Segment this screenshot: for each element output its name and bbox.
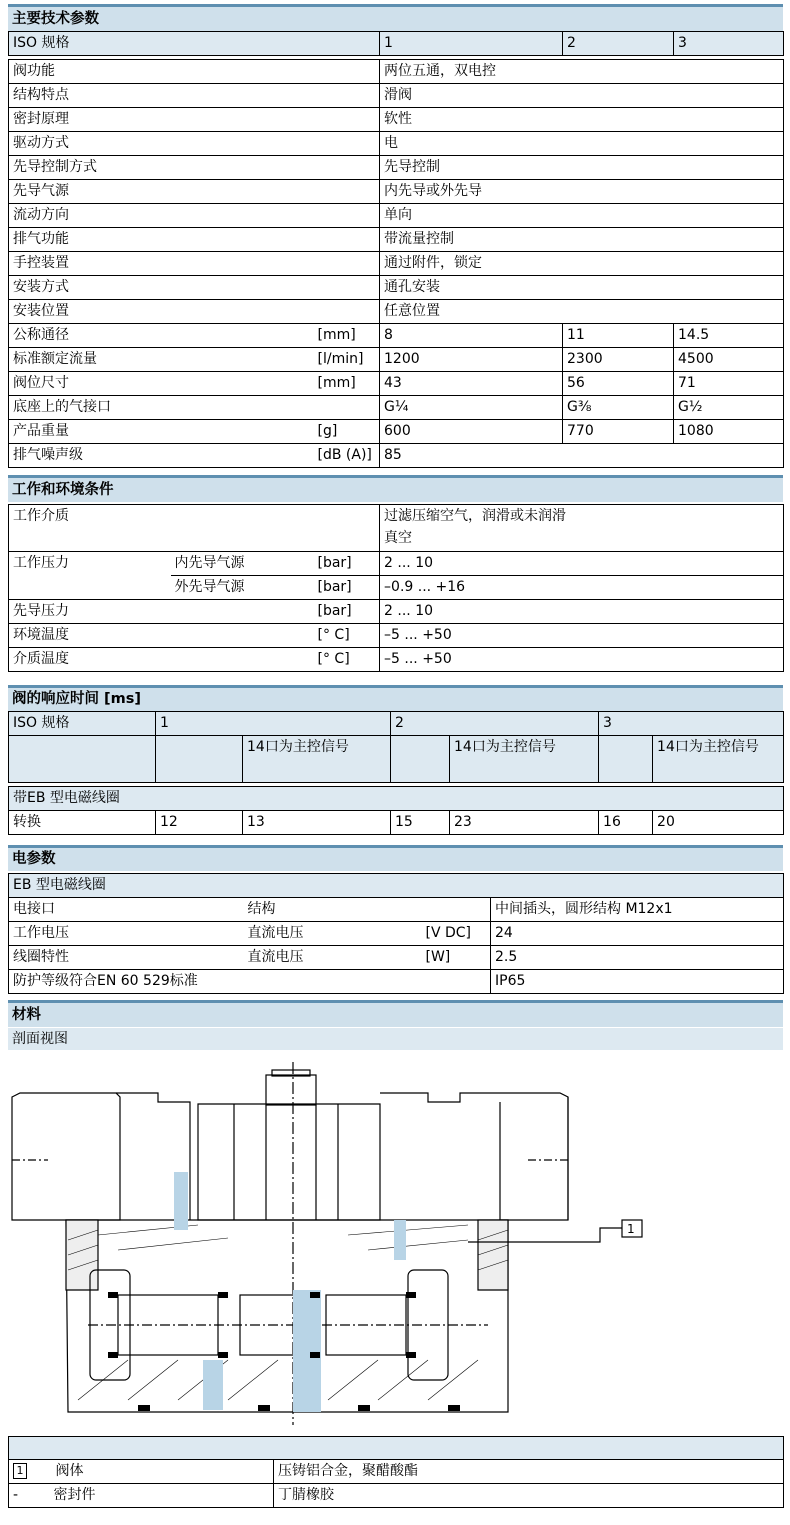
row-label: 流动方向 [9,204,380,228]
row-value-1: 8 [380,324,563,348]
material-part-2 [9,1484,274,1508]
table-row [9,811,784,835]
row-value: 单向 [380,204,784,228]
material-value-1: 压铸铝合金，聚醋酸酯 [274,1460,784,1484]
table-row [9,300,784,324]
table-row [9,420,784,444]
table-row [9,60,784,84]
header-label: ISO 规格 [9,32,380,56]
coil-row: 带EB 型电磁线圈 [9,787,784,811]
table-header-row [9,712,784,736]
row-value-2: 770 [563,420,674,444]
pressure-unit-1: [bar] [314,552,380,576]
table-row [9,372,784,396]
section-electrical-title: 电参数 [8,845,783,871]
table-row [9,922,784,946]
row-label: 驱动方式 [9,132,380,156]
table-row [9,276,784,300]
switch-3a: 16 [599,811,653,835]
row-value-3: 14.5 [674,324,784,348]
row-label: 公称通径 [9,324,314,348]
elec-label: 线圈特性 [9,946,244,970]
materials-table [8,1436,784,1508]
left-solenoid [12,1093,120,1220]
row-unit: [dB (A)] [314,444,380,468]
table-row [9,648,784,672]
row-label: 密封原理 [9,108,380,132]
callout-label: 1 [627,1222,635,1236]
row-value-3: 1080 [674,420,784,444]
ambient-value: –5 ... +50 [380,624,784,648]
protection-value: IP65 [491,970,784,994]
table-row [9,946,784,970]
row-label: 阀功能 [9,60,380,84]
table-row [9,505,784,552]
row-label: 结构特点 [9,84,380,108]
elec-value: 中间插头，圆形结构 M12x1 [491,898,784,922]
table-row [9,108,784,132]
table-header-row [9,32,784,56]
row-label: 阀位尺寸 [9,372,314,396]
response-header-label: ISO 规格 [9,712,156,736]
material-value-2: 丁腈橡胶 [274,1484,784,1508]
table-row [9,970,784,994]
medium-label: 工作介质 [9,505,380,552]
electrical-table [8,873,784,994]
table-row [9,156,784,180]
table-row [9,787,784,811]
row-label: 先导控制方式 [9,156,380,180]
row-value: 任意位置 [380,300,784,324]
section-materials-title: 材料 [8,1000,783,1027]
header-size-1: 1 [380,32,563,56]
table-row [9,204,784,228]
env-table [8,504,784,672]
row-value: 两位五通，双电控 [380,60,784,84]
switch-2a: 15 [391,811,450,835]
pressure-value-1: 2 ... 10 [380,552,784,576]
row-value: 先导控制 [380,156,784,180]
sub-header-2: 14口为主控信号 [450,736,599,783]
table-row [9,624,784,648]
medium-temp-value: –5 ... +50 [380,648,784,672]
elec-label: 电接口 [9,898,244,922]
row-label: 安装位置 [9,300,380,324]
elec-sub: 直流电压 [244,946,422,970]
table-row [9,84,784,108]
row-value: 电 [380,132,784,156]
row-value-2: 56 [563,372,674,396]
row-label: 先导气源 [9,180,380,204]
pressure-sub-1: 内先导气源 [171,552,314,576]
pressure-value-2: –0.9 ... +16 [380,576,784,600]
header-size-2: 2 [563,32,674,56]
row-unit: [g] [314,420,380,444]
table-row [9,552,784,576]
elec-label: 工作电压 [9,922,244,946]
response-table [8,711,784,835]
table-row [9,324,784,348]
row-label: 产品重量 [9,420,314,444]
switch-1a: 12 [156,811,243,835]
section-env-title: 工作和环境条件 [8,475,783,502]
row-value-2: G⅜ [563,396,674,420]
elec-value: 2.5 [491,946,784,970]
row-unit: [mm] [314,324,380,348]
medium-value-2: 真空 [384,530,413,546]
row-value-2: 11 [563,324,674,348]
switch-1b: 13 [243,811,391,835]
row-value: 带流量控制 [380,228,784,252]
elec-unit: [W] [422,946,491,970]
table-row [9,180,784,204]
table-row [9,132,784,156]
table-row [9,874,784,898]
row-label: 安装方式 [9,276,380,300]
main-params-table [8,31,784,468]
switch-label: 转换 [9,811,156,835]
medium-temp-label: 介质温度 [9,648,314,672]
row-value: 滑阀 [380,84,784,108]
row-label: 手控装置 [9,252,380,276]
valve-body [66,1220,508,1412]
elec-unit: [V DC] [422,922,491,946]
elec-value: 24 [491,922,784,946]
row-value-1: 43 [380,372,563,396]
medium-temp-unit: [° C] [314,648,380,672]
sectional-view-drawing [8,1060,783,1430]
table-subheader-row [9,736,784,783]
section-main-params-title: 主要技术参数 [8,4,783,31]
row-value: 通孔安装 [380,276,784,300]
row-label: 底座上的气接口 [9,396,314,420]
table-row [9,444,784,468]
connector-plug [266,1075,316,1105]
part-name: 密封件 [53,1487,96,1503]
pilot-value: 2 ... 10 [380,600,784,624]
row-value: 85 [380,444,784,468]
response-header-1: 1 [156,712,391,736]
sub-header-3: 14口为主控信号 [653,736,784,783]
elec-sub: 结构 [244,898,422,922]
marker-box: 1 [13,1463,27,1479]
row-label: 标准额定流量 [9,348,314,372]
elec-unit [422,898,491,922]
row-value-3: 4500 [674,348,784,372]
row-value-1: 1200 [380,348,563,372]
material-part-1 [9,1460,274,1484]
table-row [9,576,784,600]
row-unit: [l/min] [314,348,380,372]
table-row [9,348,784,372]
switch-3b: 20 [653,811,784,835]
header-size-3: 3 [674,32,784,56]
row-value-1: G¼ [380,396,563,420]
sectional-view-label: 剖面视图 [8,1028,783,1050]
ambient-unit: [° C] [314,624,380,648]
elec-sub: 直流电压 [244,922,422,946]
row-value-1: 600 [380,420,563,444]
pilot-unit: [bar] [314,600,380,624]
sub-header-1: 14口为主控信号 [243,736,391,783]
switch-2b: 23 [450,811,599,835]
right-solenoid [380,1093,568,1220]
row-unit: [mm] [314,372,380,396]
pressure-sub-2: 外先导气源 [171,576,314,600]
row-value: 内先导或外先导 [380,180,784,204]
row-value-3: 71 [674,372,784,396]
coil-type: EB 型电磁线圈 [9,874,784,898]
pressure-unit-2: [bar] [314,576,380,600]
row-label: 排气噪声级 [9,444,314,468]
table-row [9,252,784,276]
medium-value [380,505,784,552]
row-value: 软性 [380,108,784,132]
table-row [9,600,784,624]
table-row [9,396,784,420]
row-value: 通过附件，锁定 [380,252,784,276]
response-header-2: 2 [391,712,599,736]
row-unit [314,396,380,420]
table-row [9,1484,784,1508]
ambient-label: 环境温度 [9,624,314,648]
medium-value-1: 过滤压缩空气，润滑或未润滑 [384,508,567,524]
row-value-2: 2300 [563,348,674,372]
row-label: 排气功能 [9,228,380,252]
protection-label: 防护等级符合EN 60 529标准 [9,970,491,994]
section-response-title: 阀的响应时间 [ms] [8,685,783,711]
table-row [9,898,784,922]
marker-dash: - [13,1487,19,1503]
part-name: 阀体 [55,1463,84,1479]
table-row [9,228,784,252]
table-row [9,1460,784,1484]
pressure-label: 工作压力 [9,552,171,576]
pilot-label: 先导压力 [9,600,314,624]
row-value-3: G½ [674,396,784,420]
response-header-3: 3 [599,712,784,736]
